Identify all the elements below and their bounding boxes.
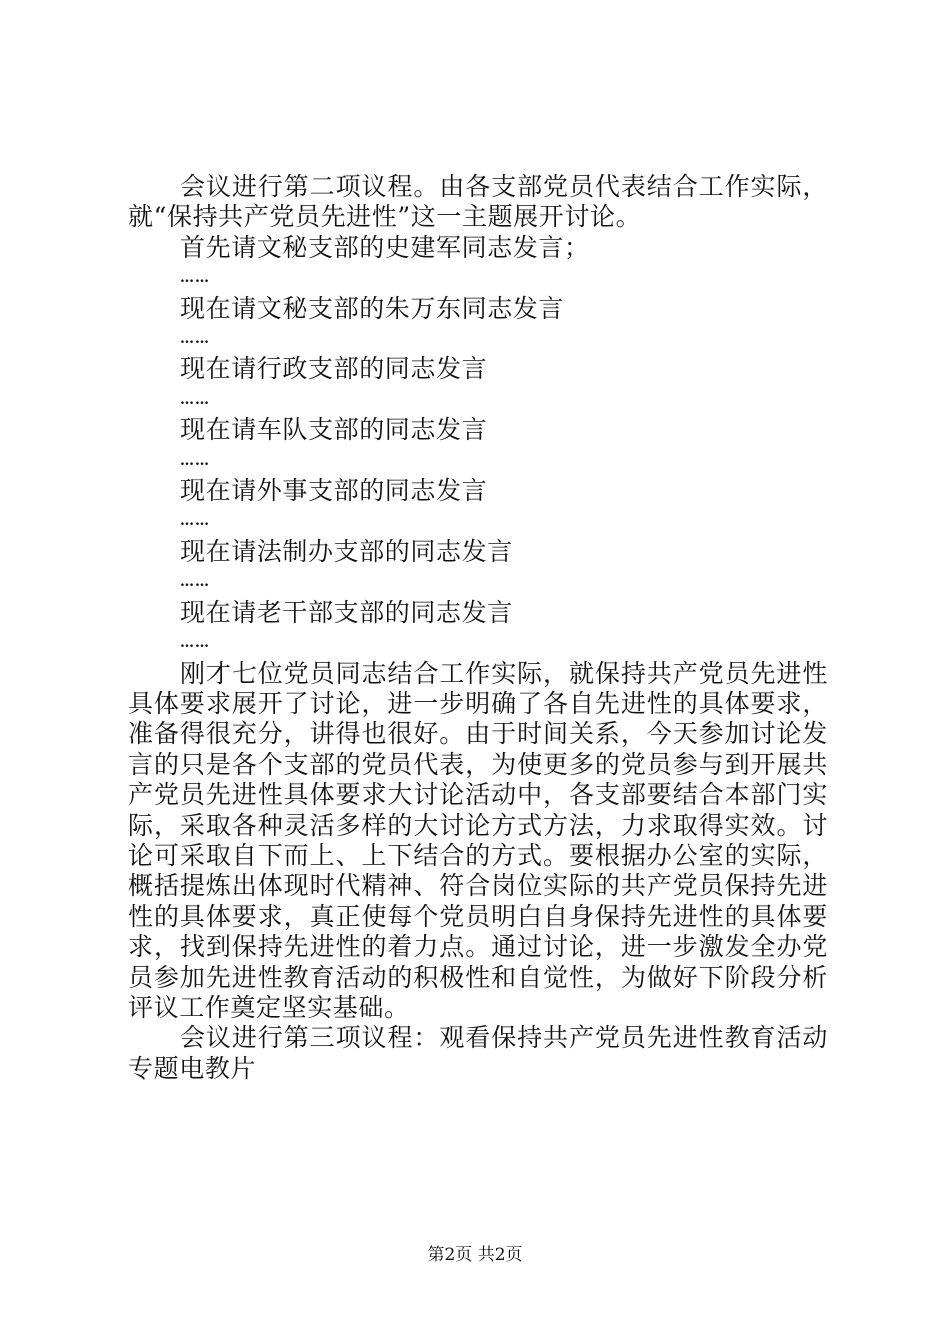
ellipsis-4: …… [180,452,210,469]
page-number-footer: 第2页 共2页 [427,1245,523,1265]
ellipsis-2: …… [180,331,210,348]
agenda-item-3-intro: 会议进行第三项议程：观看保持共产党员先进性教育活动专题电教片 [128,1023,828,1083]
agenda-item-2-intro: 会议进行第二项议程。由各支部党员代表结合工作实际，就“保持共产党员先进性”这一主题展开讨论。 [128,172,828,232]
ellipsis-6: …… [180,574,210,591]
speaker-call-1: 首先请文秘支部的史建军同志发言； [180,232,590,262]
document-body [128,172,828,1084]
speaker-call-6: 现在请法制办支部的同志发言 [180,536,513,566]
ellipsis-5: …… [180,513,210,530]
ellipsis-3: …… [180,391,210,408]
speaker-call-2: 现在请文秘支部的朱万东同志发言 [180,293,565,323]
discussion-summary: 刚才七位党员同志结合工作实际，就保持共产党员先进性具体要求展开了讨论，进一步明确了各自先进性的具体要求，准备得很充分，讲得也很好。由于时间关系，今天参加讨论发言的只是各个支部的党员代表，为使更多的党员参与到开展共产党员先进性具体要求大讨论活动中，各支部要结合本部门实际，采取各种灵活多样的大讨论方式方法，力求取得实效。讨论可采取自下而上、上下结合的方式。要根据办公室的实际，概括提炼出体现时代精神、符合岗位实际的共产党员保持先进性的具体要求，真正使每个党员明白自身保持先进性的具体要求，找到保持先进性的着力点。通过讨论，进一步激发全办党员参加先进性教育活动的积极性和自觉性，为做好下阶段分析评议工作奠定坚实基础。 [128,658,828,1022]
speaker-call-5: 现在请外事支部的同志发言 [180,476,488,506]
ellipsis-7: …… [180,635,210,652]
speaker-call-7: 现在请老干部支部的同志发言 [180,597,513,627]
ellipsis-1: …… [180,270,210,287]
speaker-call-4: 现在请车队支部的同志发言 [180,415,488,445]
speaker-call-3: 现在请行政支部的同志发言 [180,354,488,384]
